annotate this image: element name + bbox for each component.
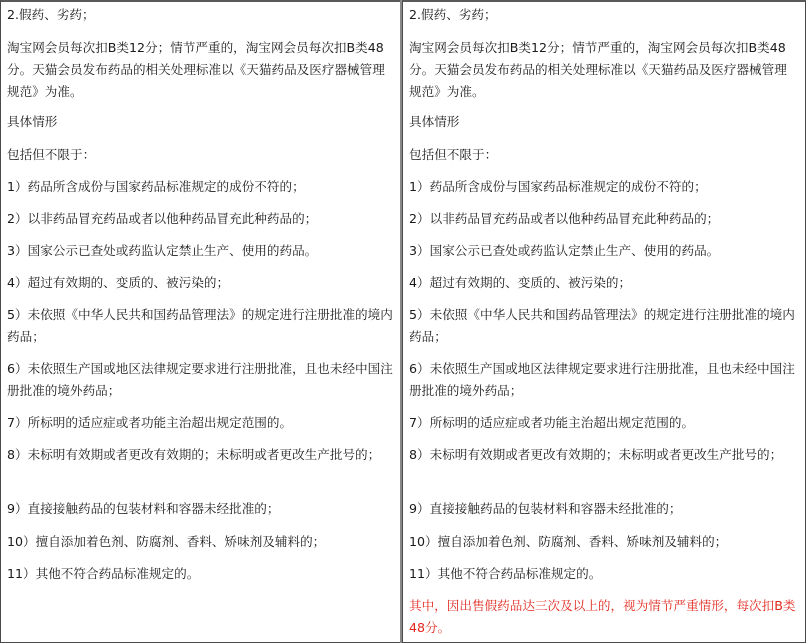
list-item-8: 8）未标明有效期或者更改有效期的；未标明或者更改生产批号的； <box>409 447 783 462</box>
list-item-7: 7）所标明的适应症或者功能主治超出规定范围的。 <box>7 415 293 430</box>
list-item-2: 2）以非药品冒充药品或者以他种药品冒充此种药品的； <box>409 211 720 226</box>
list-item-6: 6）未依照生产国或地区法律规定要求进行注册批准，且也未经中国注册批准的境外药品； <box>7 361 393 398</box>
list-item-9: 9）直接接触药品的包装材料和容器未经批准的； <box>7 501 280 516</box>
severe-case-note: 其中，因出售假药品达三次及以上的，视为情节严重情形，每次扣B类48分。 <box>409 598 796 635</box>
list-item-2: 2）以非药品冒充药品或者以他种药品冒充此种药品的； <box>7 211 318 226</box>
list-item-4: 4）超过有效期的、变质的、被污染的； <box>7 275 230 290</box>
list-item-9: 9）直接接触药品的包装材料和容器未经批准的； <box>409 501 682 516</box>
list-item-10: 10）擅自添加着色剂、防腐剂、香料、矫味剂及辅料的； <box>7 534 326 549</box>
left-column <box>0 0 401 643</box>
list-item-11: 11）其他不符合药品标准规定的。 <box>7 566 200 581</box>
list-item-3: 3）国家公示已查处或药监认定禁止生产、使用的药品。 <box>7 243 318 258</box>
list-item-6: 6）未依照生产国或地区法律规定要求进行注册批准，且也未经中国注册批准的境外药品； <box>409 361 795 398</box>
list-item-7: 7）所标明的适应症或者功能主治超出规定范围的。 <box>409 415 695 430</box>
intro-line: 包括但不限于： <box>7 147 96 162</box>
list-item-8: 8）未标明有效期或者更改有效期的；未标明或者更改生产批号的； <box>7 447 381 462</box>
list-item-4: 4）超过有效期的、变质的、被污染的； <box>409 275 632 290</box>
penalty-paragraph: 淘宝网会员每次扣B类12分；情节严重的，淘宝网会员每次扣B类48分。天猫会员发布药品的相关处理标准以《天猫药品及医疗器械管理规范》为准。 <box>7 40 385 99</box>
intro-line: 包括但不限于： <box>409 147 498 162</box>
section-heading: 2.假药、劣药； <box>7 7 95 22</box>
subsection-heading: 具体情形 <box>409 114 460 129</box>
right-column <box>402 0 806 643</box>
list-item-5: 5）未依照《中华人民共和国药品管理法》的规定进行注册批准的境内药品； <box>409 307 795 344</box>
list-item-1: 1）药品所含成份与国家药品标准规定的成份不符的； <box>409 179 707 194</box>
section-heading: 2.假药、劣药； <box>409 7 497 22</box>
subsection-heading: 具体情形 <box>7 114 58 129</box>
penalty-paragraph: 淘宝网会员每次扣B类12分；情节严重的，淘宝网会员每次扣B类48分。天猫会员发布药品的相关处理标准以《天猫药品及医疗器械管理规范》为准。 <box>409 40 787 99</box>
list-item-5: 5）未依照《中华人民共和国药品管理法》的规定进行注册批准的境内药品； <box>7 307 393 344</box>
list-item-11: 11）其他不符合药品标准规定的。 <box>409 566 602 581</box>
list-item-10: 10）擅自添加着色剂、防腐剂、香料、矫味剂及辅料的； <box>409 534 728 549</box>
list-item-1: 1）药品所含成份与国家药品标准规定的成份不符的； <box>7 179 305 194</box>
list-item-3: 3）国家公示已查处或药监认定禁止生产、使用的药品。 <box>409 243 720 258</box>
